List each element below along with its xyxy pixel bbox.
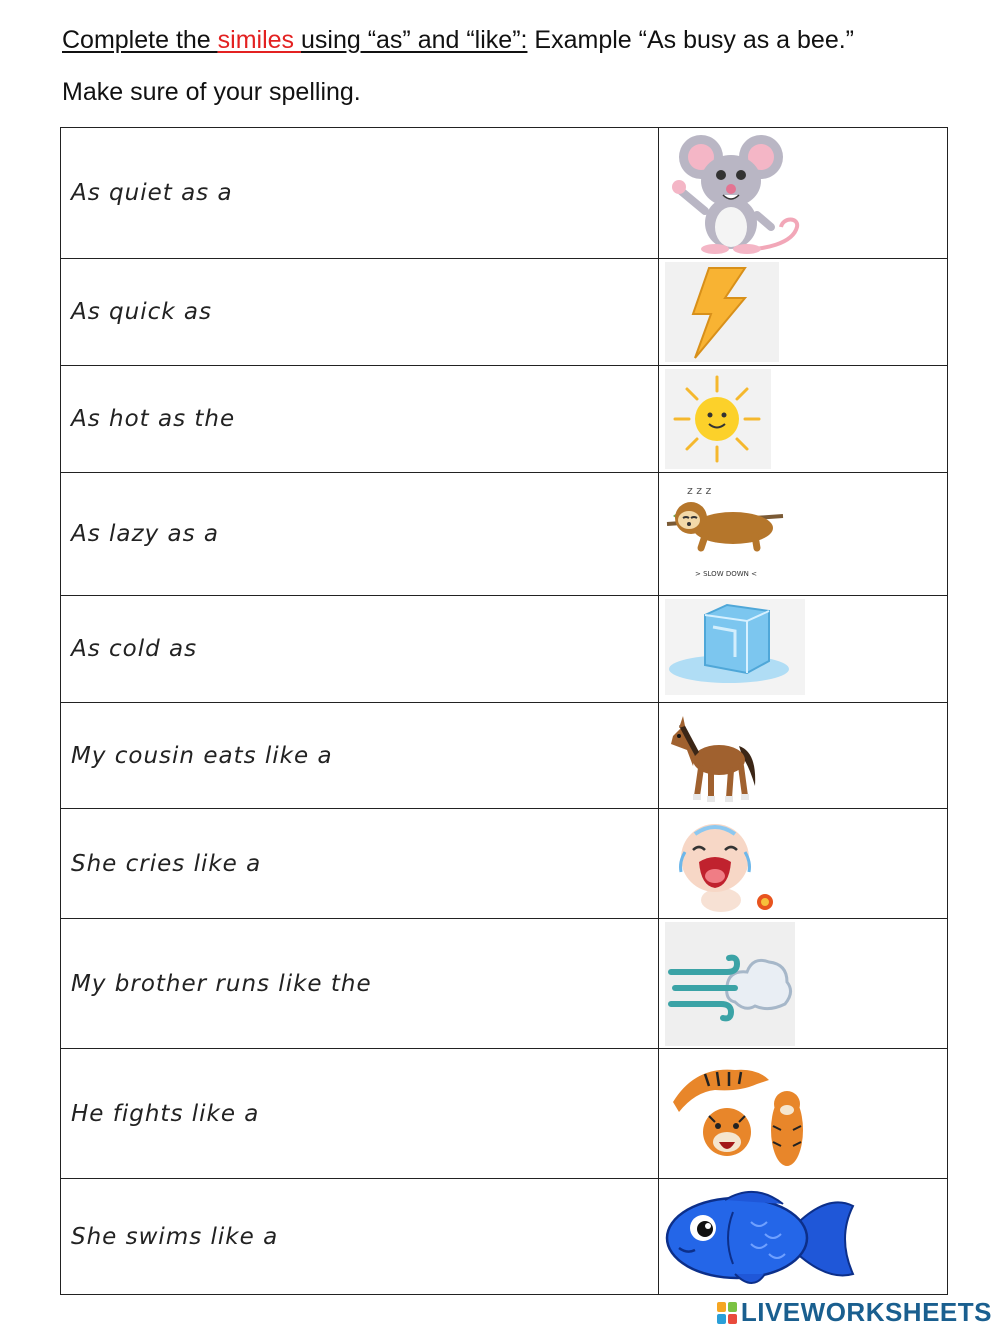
instruction-text-a: Complete the	[62, 26, 218, 54]
simile-prompt: She cries like a	[61, 809, 659, 919]
lightning-icon	[665, 262, 781, 364]
simile-prompt: As quick as	[61, 259, 659, 366]
table-row	[61, 1179, 948, 1295]
logo-text: LIVEWORKSHEETS	[740, 1297, 992, 1327]
svg-text:z z z: z z z	[687, 483, 712, 497]
simile-prompt: As cold as	[61, 596, 659, 703]
mouse-icon	[665, 131, 805, 255]
logo-icon	[717, 1302, 737, 1324]
table-row	[61, 366, 948, 473]
fish-icon	[665, 1182, 861, 1294]
crying-baby-icon	[665, 812, 785, 916]
similes-word: similes	[217, 26, 301, 54]
wind-icon	[665, 922, 797, 1048]
ice-cube-icon	[665, 599, 807, 697]
tigers-icon	[665, 1052, 815, 1174]
instruction-line-2: Make sure of your spelling.	[62, 78, 361, 106]
table-row	[61, 919, 948, 1049]
instruction-text-b: using “as” and “like”:	[300, 26, 528, 54]
instruction-line-1	[62, 22, 854, 58]
simile-prompt: He fights like a	[61, 1049, 659, 1179]
simile-prompt: As lazy as a	[61, 473, 659, 596]
table-row	[61, 809, 948, 919]
simile-prompt: My cousin eats like a	[61, 703, 659, 809]
table-row	[61, 259, 948, 366]
simile-prompt: She swims like a	[61, 1179, 659, 1295]
table-row	[61, 473, 948, 596]
instructions	[62, 22, 854, 110]
similes-table	[60, 127, 948, 1295]
sun-icon	[665, 369, 773, 471]
table-row	[61, 703, 948, 809]
simile-prompt: As quiet as a	[61, 128, 659, 259]
sloth-caption: > SLOW DOWN <	[695, 569, 757, 578]
sloth-icon	[665, 476, 785, 588]
simile-prompt: As hot as the	[61, 366, 659, 473]
table-row	[61, 596, 948, 703]
horse-icon	[665, 706, 765, 806]
simile-prompt: My brother runs like the	[61, 919, 659, 1049]
instruction-example: Example “As busy as a bee.”	[527, 26, 855, 54]
table-row	[61, 128, 948, 259]
table-row	[61, 1049, 948, 1179]
liveworksheets-logo	[717, 1297, 992, 1328]
